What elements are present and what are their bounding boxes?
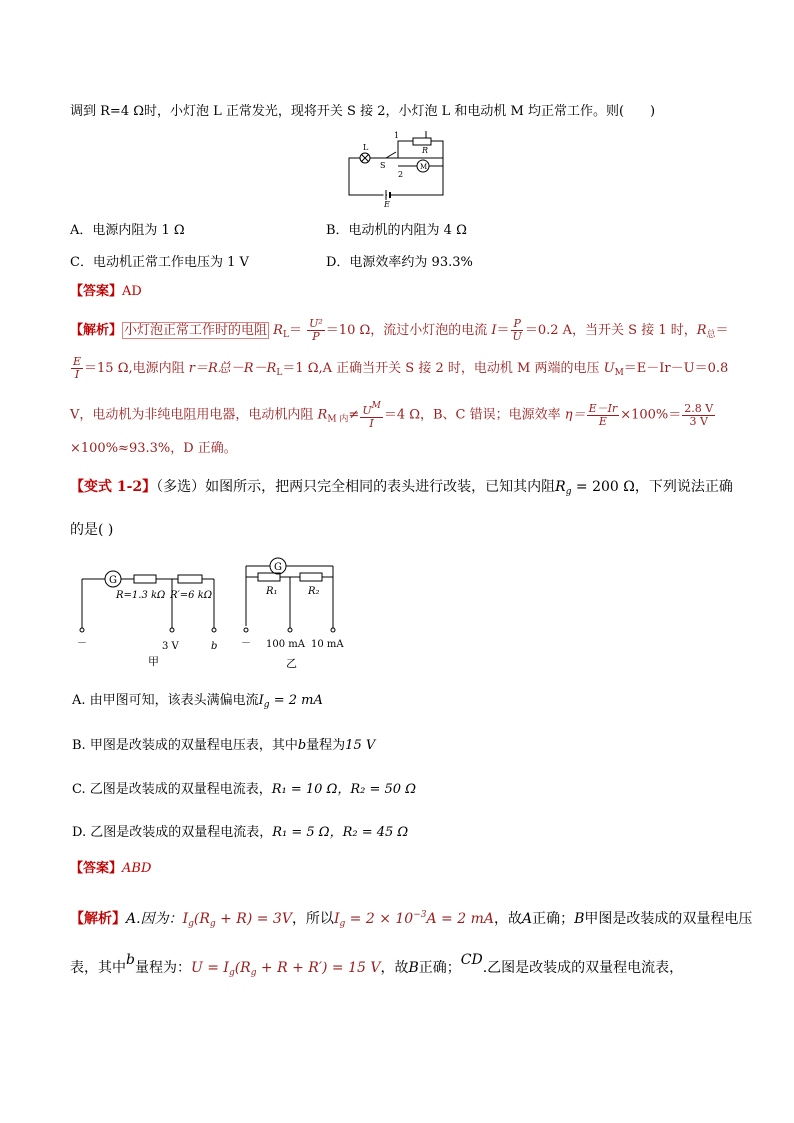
q2-option-a: A. 由甲图可知，该表头满偏电流$I_g = 2$ mA xyxy=(72,693,323,710)
q1-frac-umi: $\frac{U^M}{I}$ xyxy=(362,401,381,430)
q1-frac-pu: $\frac{P}{U}$ xyxy=(512,317,522,343)
jia-b-label: b xyxy=(211,641,218,652)
q1-label-L: L xyxy=(363,143,369,152)
q2-stem-line2: 的是( ) xyxy=(70,522,114,538)
q1-analysis-line3 xyxy=(70,400,716,430)
q1-analysis-text4b: r＝R总－R－R xyxy=(188,361,277,376)
jia-minus-label: － xyxy=(77,638,87,649)
q1-option-b: B．电动机的内阻为 4 Ω xyxy=(326,223,467,238)
q1-analysis-text5d: ×100%＝ xyxy=(620,407,682,423)
q2-figure-jia xyxy=(72,568,232,670)
q1-analysis-text1: 小灯泡正常工作时的电阻 xyxy=(124,323,268,338)
q1-analysis-text3: ＝0.2 A，当开关 S 接 1 时， xyxy=(524,323,697,338)
jia-caption: 甲 xyxy=(148,655,159,668)
q2-analysis-text2: ，所以 xyxy=(291,911,334,927)
q2-option-b: B. 甲图是改装成的双量程电压表，其中b量程为15 V xyxy=(72,738,376,753)
q2-analysis-text3: ，故 xyxy=(493,911,522,927)
q1-answer xyxy=(70,283,142,301)
q1-var-RM: R xyxy=(317,407,328,423)
q2-answer-tag: 【答案】 xyxy=(70,861,123,876)
q1-circuit-diagram xyxy=(346,128,450,208)
q1-label-R: R xyxy=(422,146,429,155)
q2-var-Rg-sub: g xyxy=(565,487,572,497)
q2-var-Rg: R xyxy=(555,479,566,495)
q2-analysis-line1: 【解析】A.因为：$I_g(R_g + R) = 3V$，所以$I_g = 2 \times 10^{-3}A = 2$ mA，故A正确；B甲图是改装成的双量程电压 xyxy=(70,910,753,929)
jia-R-label: R=1.3 kΩ xyxy=(116,590,166,601)
q1-var-RL: R xyxy=(273,323,283,338)
yi-G-label: G xyxy=(274,562,282,573)
q1-option-c: C．电动机正常工作电压为 1 V xyxy=(70,255,249,270)
q1-var-RL-sub: L xyxy=(282,330,289,340)
q2-analysis-line2: 表，其中b量程为：$U = I_g(R_g + R + R') = 15$ V，故B正确；CD.乙图是改装成的双量程电流表， xyxy=(70,952,684,978)
q2-answer xyxy=(70,860,151,878)
q1-analysis-text5c: ＝4 Ω，B、C 错误；电源效率 xyxy=(383,407,565,423)
q2-stem-text1: （多选）如图所示，把两只完全相同的表头进行改装，已知其内阻 xyxy=(156,479,556,495)
q1-var-RM-sub: M 内 xyxy=(327,414,349,425)
q1-analysis-text4f: ＝E－Ir－U＝0.8 xyxy=(623,361,729,376)
q2-analysis-text1: A.因为： xyxy=(126,911,183,927)
q1-option-d: D．电源效率约为 93.3% xyxy=(326,255,473,270)
q2-option-c: C. 乙图是改装成的双量程电流表，R₁ = 10 Ω，R₂ = 50 Ω xyxy=(72,782,416,797)
yi-caption: 乙 xyxy=(286,657,297,670)
q1-frac-ei: $\frac{E}{I}$ xyxy=(73,355,82,381)
q1-var-UM: U xyxy=(603,361,615,376)
q2-figure-yi xyxy=(238,554,358,670)
q1-analysis-text4: ＝15 Ω,电源内阻 xyxy=(84,361,189,376)
q1-var-UM-sub: M xyxy=(614,368,624,378)
q2-stem-line1 xyxy=(70,478,733,501)
q1-label-M: M xyxy=(420,163,428,171)
q1-var-Rtot-sub: 总 xyxy=(706,330,716,340)
q1-frac-u2p: $\frac{\text{U²}}{P}$ xyxy=(309,317,323,343)
q1-var-Rtot: R xyxy=(696,323,707,338)
q1-stem: 调到 R=4 Ω时，小灯泡 L 正常发光，现将开关 S 接 2，小灯泡 L 和电动机 M 均正常工作。则( ) xyxy=(70,104,656,119)
q1-label-2: 2 xyxy=(398,170,404,179)
q1-answer-tag: 【答案】 xyxy=(70,284,123,299)
q1-analysis-text4e: 当开关 S 接 2 时，电动机 M 两端的电压 xyxy=(362,361,604,376)
q1-analysis-tag: 【解析】 xyxy=(70,323,123,338)
q1-answer-value: AD xyxy=(122,284,142,299)
q1-label-1: 1 xyxy=(394,131,400,140)
q1-analysis-line2 xyxy=(70,356,728,382)
yi-100mA-label: 100 mA xyxy=(266,639,305,650)
yi-10mA-label: 10 mA xyxy=(311,639,344,650)
q1-analysis-line4: ×100%≈93.3%，D 正确。 xyxy=(70,441,237,456)
q1-var-I: I xyxy=(491,323,497,338)
q1-label-S: S xyxy=(380,161,386,170)
q1-analysis-line1: 【解析】 小灯泡正常工作时的电阻 $R_L=$ $\frac{\text{U²}}{P}$ ＝10 Ω，流过小灯泡的电流 I＝ $\frac{P}{U}$ ＝0.2 A，当开关 S 接 1 时，$R_总=$ xyxy=(70,317,729,343)
jia-3v-label: 3 V xyxy=(162,641,179,652)
yi-R1-label: R₁ xyxy=(266,586,278,597)
q1-option-a: A．电源内阻为 1 Ω xyxy=(70,223,185,238)
q1-frac-eff: $\frac{E-Ir}{E}$ xyxy=(588,401,618,428)
q2-analysis-tag: 【解析】 xyxy=(70,911,126,927)
q1-var-eta: η＝ xyxy=(564,407,586,423)
q1-analysis-text5: V，电动机为非纯电阻用电器，电动机内阻 xyxy=(70,407,318,423)
q2-tag: 【变式 1-2】 xyxy=(70,479,157,495)
jia-Rp-label: R′=6 kΩ xyxy=(170,590,213,601)
q2-analysis-text4: 表，其中 xyxy=(70,960,126,976)
q1-neq: ≠ xyxy=(348,407,360,423)
jia-G-label: G xyxy=(109,575,117,586)
yi-minus-label: － xyxy=(241,638,251,649)
q1-analysis-text4d: ＝1 Ω,A 正确 xyxy=(282,361,363,376)
q1-eq1: ＝ xyxy=(288,323,302,338)
yi-R2-label: R₂ xyxy=(308,586,320,597)
q2-answer-value: ABD xyxy=(122,861,152,876)
q2-option-d: D. 乙图是改装成的双量程电流表，R₁ = 5 Ω，R₂ = 45 Ω xyxy=(72,825,409,840)
q1-analysis-text2: ＝10 Ω，流过小灯泡的电流 xyxy=(325,323,492,338)
q1-label-E: E xyxy=(384,200,390,208)
q1-analysis-text4c: L xyxy=(276,368,283,378)
q1-eq3: ＝ xyxy=(715,323,729,338)
q1-frac-28-3: $\frac{2.8 V}{3 V}$ xyxy=(684,401,714,428)
q2-stem-text1b: = 200 Ω，下列说法正确 xyxy=(571,479,733,495)
